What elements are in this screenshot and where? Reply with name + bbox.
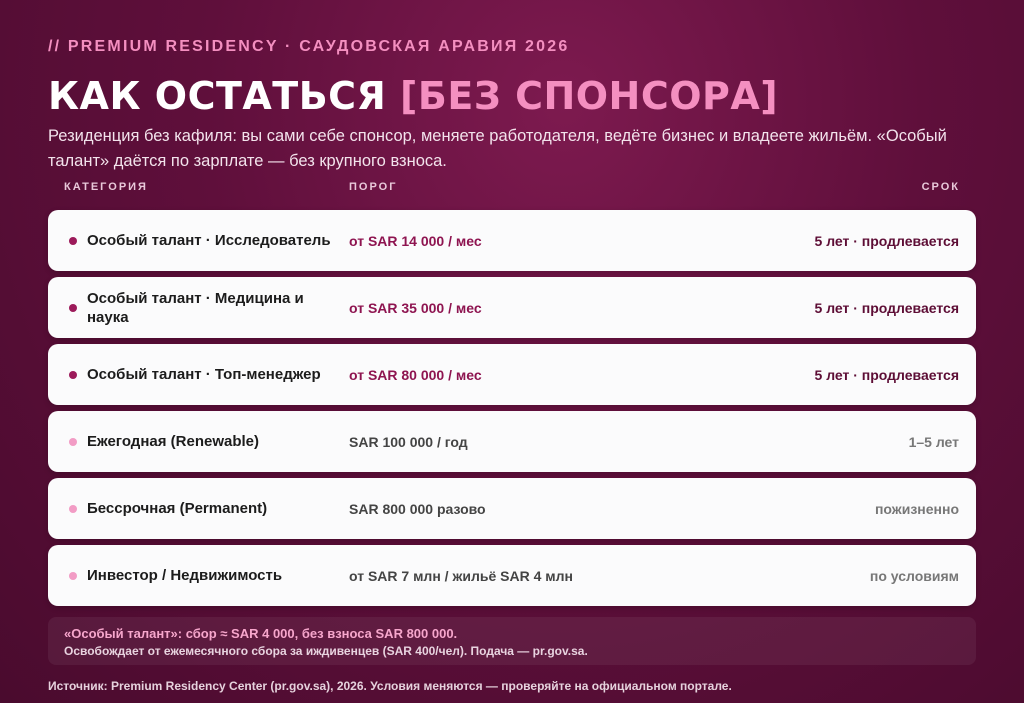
row-term: 5 лет · продлевается bbox=[814, 232, 959, 249]
bullet-dot bbox=[69, 505, 77, 513]
row-term: пожизненно bbox=[874, 500, 959, 517]
column-header-threshold: ПОРОГ bbox=[349, 181, 398, 193]
row-category: Особый талант · Медицина и наука bbox=[87, 289, 304, 326]
row-threshold: от SAR 80 000 / мес bbox=[349, 366, 482, 383]
table-row bbox=[48, 210, 976, 271]
table-row bbox=[48, 344, 976, 405]
row-category: Особый талант · Исследователь bbox=[87, 232, 331, 249]
residency-table bbox=[48, 210, 976, 612]
row-category: Инвестор / Недвижимость bbox=[87, 567, 283, 584]
row-threshold: SAR 100 000 / год bbox=[349, 433, 468, 450]
info-note bbox=[48, 617, 976, 665]
bullet-dot bbox=[69, 304, 77, 312]
row-category: Ежегодная (Renewable) bbox=[87, 433, 259, 450]
row-term: 5 лет · продлевается bbox=[814, 366, 959, 383]
row-term: 1–5 лет bbox=[908, 433, 959, 450]
row-threshold: от SAR 14 000 / мес bbox=[349, 232, 482, 249]
bullet-dot bbox=[69, 237, 77, 245]
table-row bbox=[48, 277, 976, 338]
bullet-dot bbox=[69, 438, 77, 446]
row-threshold: SAR 800 000 разово bbox=[349, 500, 486, 517]
row-category: Бессрочная (Permanent) bbox=[87, 500, 268, 517]
row-category: Особый талант · Топ-менеджер bbox=[87, 366, 321, 383]
table-row bbox=[48, 478, 976, 539]
bullet-dot bbox=[69, 371, 77, 379]
note-line-2: Освобождает от ежемесячного сбора за иждивенцев (SAR 400/чел). Подача — pr.gov.sa. bbox=[64, 644, 588, 658]
title-main: КАК ОСТАТЬСЯ bbox=[48, 74, 401, 118]
page-title bbox=[48, 74, 778, 118]
note-line-1: «Особый талант»: сбор ≈ SAR 4 000, без взноса SAR 800 000. bbox=[64, 626, 458, 641]
subtitle: Резиденция без кафиля: вы сами себе спонсор, меняете работодателя, ведёте бизнес и владеете жильём. «Особый талант» даётся по зарплате — без крупного взноса. bbox=[48, 127, 947, 170]
table-row bbox=[48, 411, 976, 472]
bullet-dot bbox=[69, 572, 77, 580]
table-row bbox=[48, 545, 976, 606]
title-accent: [БЕЗ СПОНСОРА] bbox=[400, 74, 779, 118]
source-footnote: Источник: Premium Residency Center (pr.gov.sa), 2026. Условия меняются — проверяйте на официальном портале. bbox=[48, 679, 732, 693]
row-term: 5 лет · продлевается bbox=[814, 299, 959, 316]
row-threshold: от SAR 7 млн / жильё SAR 4 млн bbox=[349, 567, 573, 584]
column-header-category: КАТЕГОРИЯ bbox=[64, 181, 148, 193]
kicker: // PREMIUM RESIDENCY · САУДОВСКАЯ АРАВИЯ 2026 bbox=[48, 38, 570, 55]
row-term: по условиям bbox=[869, 567, 959, 584]
column-header-term: СРОК bbox=[921, 181, 960, 193]
row-threshold: от SAR 35 000 / мес bbox=[349, 299, 482, 316]
